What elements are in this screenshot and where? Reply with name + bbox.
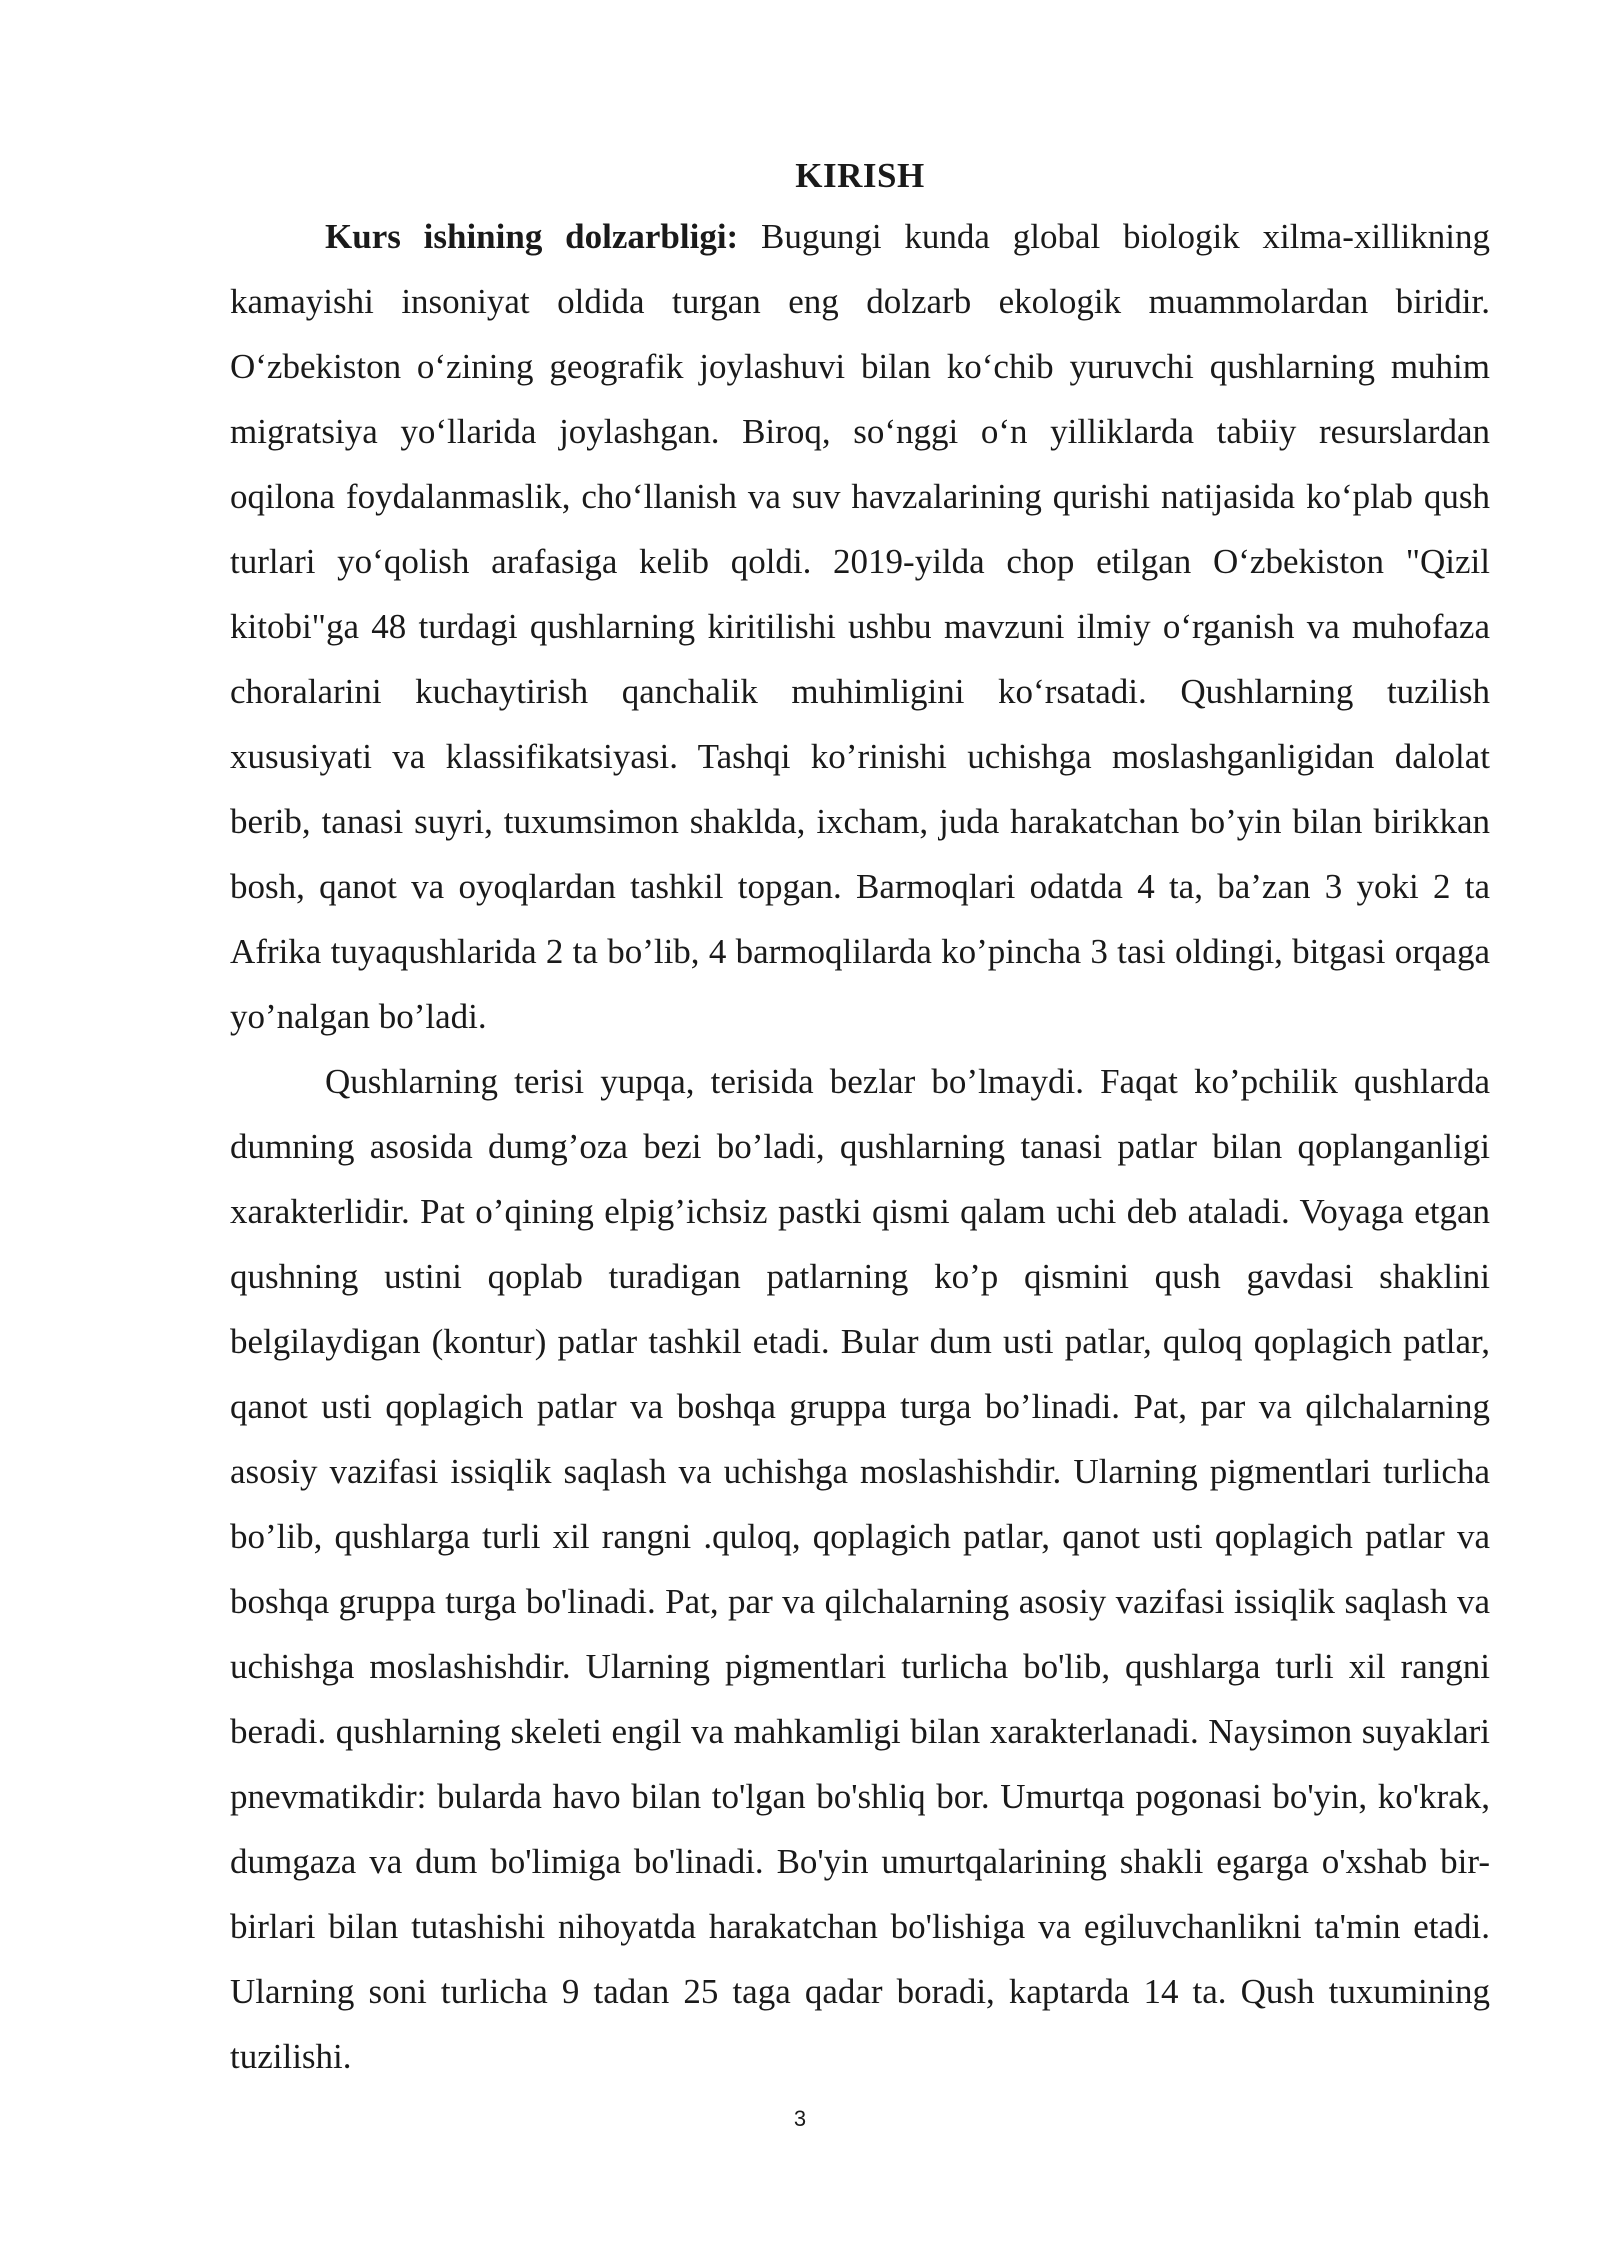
paragraph-skin-feathers: Qushlarning terisi yupqa, terisida bezlar bo’lmaydi. Faqat ko’pchilik qushlarda dumning asosida dumg’oza bezi bo’ladi, qushlarning tanasi patlar bilan qoplanganligi xarakterlidir. Pat o’qining elpig’ichsiz pastki qismi qalam uchi deb ataladi. Voyaga etgan qushning ustini qoplab turadigan patlarning ko’p qismini qush gavdasi shaklini belgilaydigan (kontur) patlar tashkil etadi. Bular dum usti patlar, quloq qoplagich patlar, qanot usti qoplagich patlar va boshqa gruppa turga bo’linadi. Pat, par va qilchalarning asosiy vazifasi issiqlik saqlash va uchishga moslashishdir. Ularning pigmentlari turlicha bo’lib, qushlarga turli xil rangni .quloq, qoplagich patlar, qanot usti qoplagich patlar va boshqa gruppa turga bo'linadi. Pat, par va qilchalarning asosiy vazifasi issiqlik saqlash va uchishga moslashishdir. Ularning pigmentlari turlicha bo'lib, qushlarga turli xil rangni beradi. qushlarning skeleti engil va mahkamligi bilan xarakterlanadi. Naysimon suyaklari pnevmatikdir: bularda havo bilan to'lgan bo'shliq bor. Umurtqa pogonasi bo'yin, ko'krak, dumgaza va dum bo'limiga bo'linadi. Bo'yin umurtqalarining shakli egarga o'xshab bir-birlari bilan tutashishi nihoyatda harakatchan bo'lishiga va egiluvchanlikni ta'min etadi. Ularning soni turlicha 9 tadan 25 taga qadar boradi, kaptarda 14 ta. Qush tuxumining tuzilishi. (230, 1062, 1490, 2076)
paragraph-relevance (230, 204, 1490, 1049)
page-content (230, 148, 1490, 2089)
section-title: KIRISH (795, 156, 925, 195)
page-number: 3 (793, 2106, 807, 2131)
paragraph-body: Bugungi kunda global biologik xilma-xillikning kamayishi insoniyat oldida turgan eng dolzarb ekologik muammolardan biridir. O‘zbekiston o‘zining geografik joylashuvi bilan ko‘chib yuruvchi qushlarning muhim migratsiya yo‘llarida joylashgan. Biroq, so‘nggi o‘n yilliklarda tabiiy resurslardan oqilona foydalanmaslik, cho‘llanish va suv havzalarining qurishi natijasida ko‘plab qush turlari yo‘qolish arafasiga kelib qoldi. 2019-yilda chop etilgan O‘zbekiston "Qizil kitobi"ga 48 turdagi qushlarning kiritilishi ushbu mavzuni ilmiy o‘rganish va muhofaza choralarini kuchaytirish qanchalik muhimligini ko‘rsatadi. Qushlarning tuzilish xususiyati va klassifikatsiyasi. Tashqi ko’rinishi uchishga moslashganligidan dalolat berib, tanasi suyri, tuxumsimon shaklda, ixcham, juda harakatchan bo’yin bilan birikkan bosh, qanot va oyoqlardan tashkil topgan. Barmoqlari odatda 4 ta, ba’zan 3 yoki 2 ta Afrika tuyaqushlarida 2 ta bo’lib, 4 barmoqlilarda ko’pincha 3 tasi oldingi, bitgasi orqaga yo’nalgan bo’ladi. (230, 217, 1490, 1036)
paragraph-lead: Kurs ishining dolzarbligi: (325, 217, 739, 256)
